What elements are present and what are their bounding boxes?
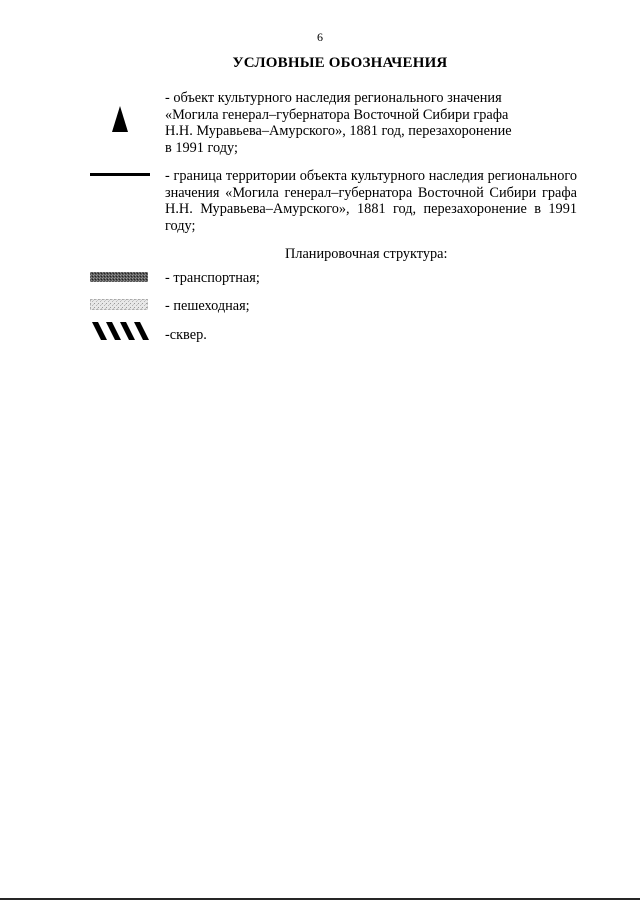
scan-edge-line xyxy=(0,898,640,900)
transport-hatch-icon xyxy=(90,272,148,282)
planning-item-pedestrian: - пешеходная; xyxy=(165,298,250,314)
legend-monument-line: - объект культурного наследия регионального значения xyxy=(165,90,502,106)
planning-item-square: -сквер. xyxy=(165,327,207,343)
square-stripes-icon xyxy=(90,322,150,340)
planning-item-transport: - транспортная; xyxy=(165,270,260,286)
legend-monument-line: в 1991 году; xyxy=(165,139,238,156)
legend-monument-text xyxy=(165,90,545,156)
page-title: УСЛОВНЫЕ ОБОЗНАЧЕНИЯ xyxy=(232,55,448,71)
legend-boundary-text: - граница территории объекта культурного наследия регионального значения «Могила генерал–губернатора Восточной Сибири графа Н.Н. Муравьева–Амурского», 1881 год, перезахоронение в 1991 году; xyxy=(165,168,577,234)
legend-monument-line: Н.Н. Муравьева–Амурского», 1881 год, перезахоронение xyxy=(165,123,512,139)
page-number: 6 xyxy=(317,30,323,44)
triangle-icon xyxy=(112,106,128,132)
boundary-line-icon xyxy=(90,173,150,177)
pedestrian-hatch-icon xyxy=(90,299,148,310)
legend-monument-line: «Могила генерал–губернатора Восточной Сибири графа xyxy=(165,106,509,123)
planning-heading: Планировочная структура: xyxy=(285,246,448,262)
